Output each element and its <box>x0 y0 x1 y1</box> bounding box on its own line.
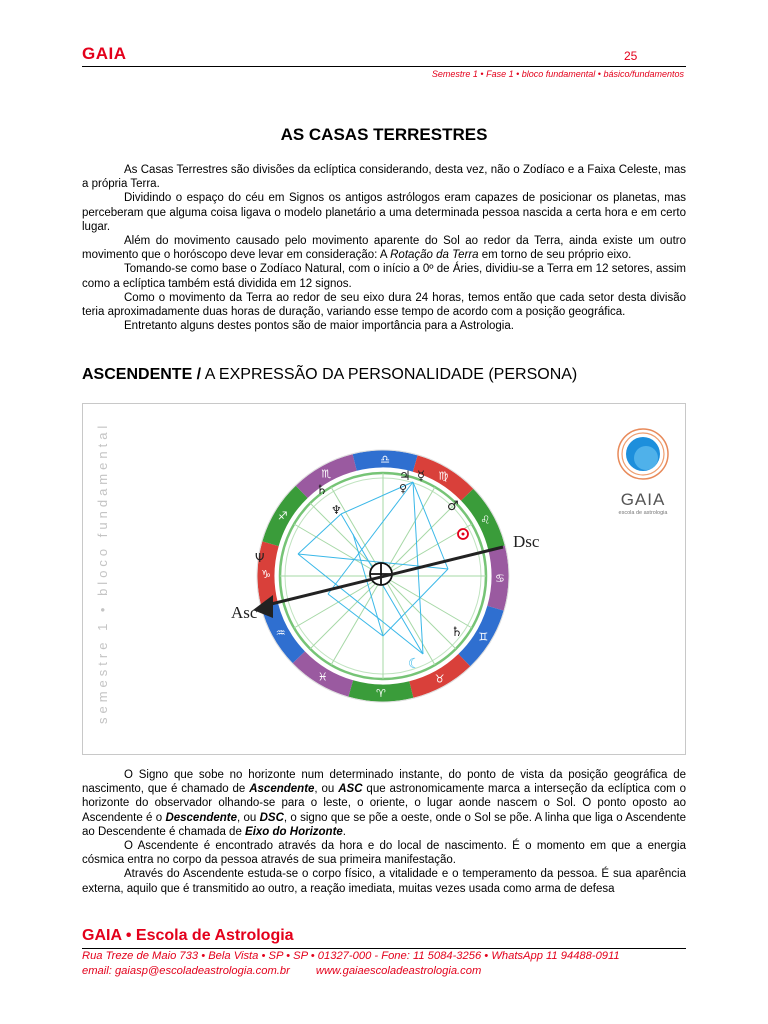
header-brand: GAIA <box>82 44 127 63</box>
intro-paragraph: Entretanto alguns destes pontos são de maior importância para a Astrologia. <box>124 320 514 333</box>
svg-text:♄: ♄ <box>451 625 463 640</box>
body-text <box>82 768 686 896</box>
side-caption: semestre 1 • bloco fundamental <box>95 421 110 724</box>
zodiac-sign-glyph: ♋ <box>495 572 505 586</box>
intro-paragraph: Como o movimento da Terra ao redor de seu eixo dura 24 horas, temos então que cada setor desta divisão teria aproximadamente duas horas de duração, variando esse tempo de acordo com a posição geográfica. <box>82 291 686 319</box>
logo-subtext: escola de astrologia <box>618 510 668 516</box>
svg-text:♂: ♂ <box>447 499 459 514</box>
zodiac-sign-glyph: ♐ <box>277 509 288 523</box>
intro-text <box>82 163 686 333</box>
svg-text:♆: ♆ <box>331 503 342 517</box>
page-title: AS CASAS TERRESTRES <box>280 125 488 144</box>
zodiac-sign-glyph: ♈ <box>376 686 386 700</box>
chart-figure <box>82 403 686 755</box>
svg-text:Ψ: Ψ <box>255 551 265 565</box>
intro-paragraph: As Casas Terrestres são divisões da eclíptica considerando, desta vez, não o Zodíaco e a Faixa Celeste, mas a própria Terra. <box>82 164 686 191</box>
section-heading: ASCENDENTE / A EXPRESSÃO DA PERSONALIDADE (PERSONA) <box>82 366 578 383</box>
footer-website[interactable]: www.gaiaescoladeastrologia.com <box>315 965 482 977</box>
zodiac-sign-glyph: ♉ <box>434 672 445 686</box>
zodiac-sign-glyph: ♓ <box>317 670 328 684</box>
asc-label: Asc <box>231 603 258 622</box>
body-paragraph: O Signo que sobe no horizonte num determinado instante, do ponto de vista da posição geográfica de nascimento, que é chamado de Ascendente, ou ASC que astronomicamente marca a interseção da eclíptica com o horizonte do observador olhando-se para o leste, o oriente, o lugar aonde nascem o Sol. O ponto oposto ao Ascendente é o Descendente, ou DSC, o signo que se põe a oeste, onde o Sol se põe. A linha que liga o Ascendente ao Descendente é chamada de Eixo do Horizonte. <box>82 769 686 838</box>
logo-text: GAIA <box>620 490 666 509</box>
footer-brand: GAIA • Escola de Astrologia <box>82 927 294 944</box>
zodiac-sign-glyph: ♏ <box>321 467 332 481</box>
footer-email[interactable]: email: gaiasp@escoladeastrologia.com.br <box>82 965 290 977</box>
footer-contact <box>82 965 481 977</box>
svg-text:♃: ♃ <box>399 469 411 484</box>
dsc-label: Dsc <box>513 532 540 551</box>
intro-paragraph: Dividindo o espaço do céu em Signos os antigos astrólogos eram capazes de posicionar os planetas, mas perceberam que alguma coisa ligava o modelo planetário a uma determinada pessoa nascida a certa hora e em certo lugar. <box>82 192 686 233</box>
natal-chart-image <box>83 404 685 754</box>
zodiac-sign-glyph: ♒ <box>275 626 286 640</box>
body-paragraph: O Ascendente é encontrado através da hora e do local de nascimento. É o momento em que a energia cósmica entra no corpo da pessoa através de sua primeira manifestação. <box>82 840 686 867</box>
zodiac-sign-glyph: ♌ <box>480 513 491 527</box>
zodiac-sign-glyph: ♊ <box>478 630 489 644</box>
svg-text:♀: ♀ <box>399 482 408 495</box>
svg-text:☿: ☿ <box>417 469 425 484</box>
footer-divider <box>82 948 686 949</box>
page-number: 25 <box>624 49 638 63</box>
intro-paragraph: Tomando-se como base o Zodíaco Natural, com o início a 0º de Áries, dividiu-se a Terra em 12 setores, assim como a eclíptica também está dividida em 12 signos. <box>82 263 686 290</box>
gaia-logo <box>618 429 668 516</box>
body-paragraph: Através do Ascendente estuda-se o corpo físico, a vitalidade e o temperamento da pessoa. É sua aparência externa, aquilo que é transmitido ao outro, a reação imediata, muitas vezes usada como arma de defesa <box>82 868 686 895</box>
svg-text:☾: ☾ <box>408 656 421 672</box>
header-divider <box>82 66 686 67</box>
zodiac-sign-glyph: ♑ <box>261 567 271 581</box>
svg-text:♄: ♄ <box>316 483 328 498</box>
zodiac-sign-glyph: ♎ <box>380 453 390 467</box>
header-subtitle: Semestre 1 • Fase 1 • bloco fundamental • básico/fundamentos <box>431 69 684 79</box>
intro-paragraph: Além do movimento causado pelo movimento aparente do Sol ao redor da Terra, ainda existe um outro movimento que o horóscopo deve levar em consideração: A Rotação da Terra em torno de seu próprio eixo. <box>82 235 686 262</box>
footer-address: Rua Treze de Maio 733 • Bela Vista • SP • SP • 01327-000 - Fone: 11 5084-3256 • WhatsApp 11 94488-0911 <box>82 950 620 962</box>
zodiac-sign-glyph: ♍ <box>438 469 449 483</box>
